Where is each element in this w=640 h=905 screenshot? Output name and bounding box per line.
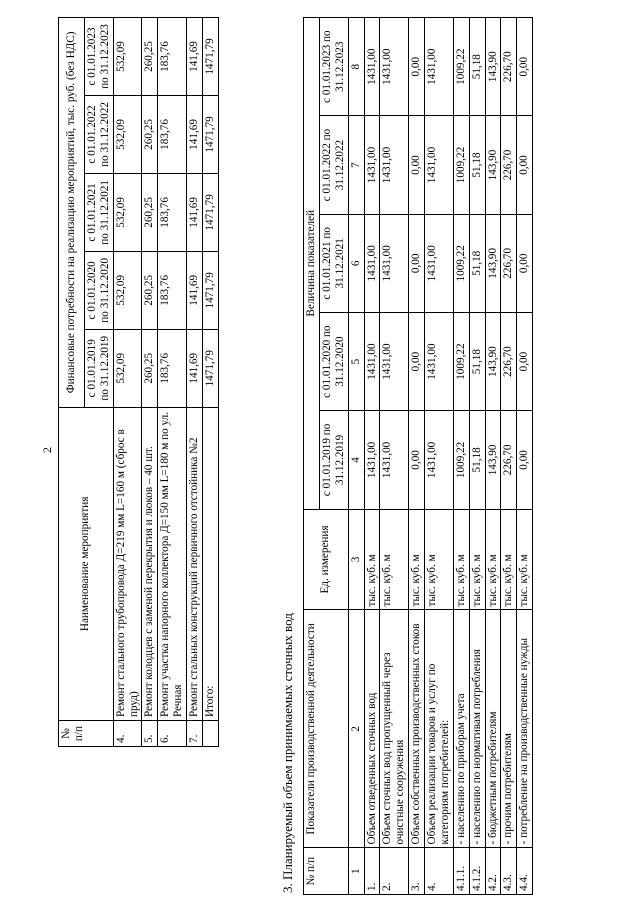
t2-header-indicator: Показатели производственной деятельности (304, 610, 349, 848)
t2-row-num: 4.1.1. (453, 848, 469, 895)
t2-row-value: 1431,00 (364, 214, 380, 312)
t2-row-name: Объем сточных вод пропущенный через очистные сооружения (380, 610, 409, 848)
t2-row-unit: тыс. куб. м (364, 509, 380, 610)
t1-row-value: 141,69 (187, 251, 203, 329)
t2-row-value: 226,70 (501, 411, 517, 509)
t2-row-num: 4.1.2. (469, 848, 485, 895)
t2-row-value: 0,00 (517, 411, 533, 509)
t1-row (158, 18, 187, 747)
t1-row-name: Ремонт стального трубопровода Д=219 мм L=160 м (сброс в пруд) (113, 407, 142, 720)
t1-row-name: Ремонт колодцев с заменой перекрытия и люков – 40 шт. (142, 407, 158, 720)
t1-row-value: 532,09 (113, 173, 142, 251)
t2-row-value: 226,70 (501, 18, 517, 116)
t2-row (485, 18, 501, 895)
t2-row-value: 143,90 (485, 116, 501, 214)
t2-row-value: 1431,00 (364, 18, 380, 116)
t2-row-value: 1009,22 (453, 18, 469, 116)
wastewater-volume-table (303, 17, 533, 895)
t1-row-value: 260,25 (142, 173, 158, 251)
t2-row-value: 51,18 (469, 214, 485, 312)
t1-row-value: 141,69 (187, 95, 203, 173)
t2-header-unit: Ед. измерения (304, 509, 349, 610)
t2-row-value: 1009,22 (453, 411, 469, 509)
t1-row (187, 18, 203, 747)
t1-row-value: 183,76 (158, 329, 187, 407)
t2-row-value: 226,70 (501, 312, 517, 410)
t2-header-values-title: Величина показателей (304, 18, 320, 510)
t2-period-header: с 01.01.2019 по 31.12.2019 (319, 411, 348, 509)
t2-row-name: Объем реализации товаров и услуг по категориям потребителей: (425, 610, 454, 848)
t2-row-value: 226,70 (501, 116, 517, 214)
t2-row-value: 1431,00 (380, 18, 409, 116)
t2-row (409, 18, 425, 895)
t1-total-value: 1471,79 (202, 95, 218, 173)
t2-row-unit: тыс. куб. м (453, 509, 469, 610)
t2-row-value: 1431,00 (425, 116, 454, 214)
t1-row-value: 141,69 (187, 173, 203, 251)
t2-row-value: 0,00 (409, 18, 425, 116)
financial-needs-table (58, 17, 219, 747)
t2-row-value: 0,00 (517, 312, 533, 410)
t2-row (453, 18, 469, 895)
t2-column-number: 1 (348, 848, 364, 895)
t2-column-number: 8 (348, 18, 364, 116)
t1-row-value: 183,76 (158, 251, 187, 329)
t2-column-number: 6 (348, 214, 364, 312)
t1-period-header: с 01.01.2020 по 31.12.2020 (84, 251, 113, 329)
t2-column-number: 4 (348, 411, 364, 509)
t1-row (113, 18, 142, 747)
t1-row-value: 532,09 (113, 329, 142, 407)
t2-row-unit: тыс. куб. м (517, 509, 533, 610)
t2-row-value: 0,00 (409, 214, 425, 312)
t1-row-name: Ремонт стальных конструкций первичного отстойника №2 (187, 407, 203, 720)
t2-row (469, 18, 485, 895)
t2-row-unit: тыс. куб. м (380, 509, 409, 610)
t2-row-value: 0,00 (517, 18, 533, 116)
t2-row-value: 51,18 (469, 116, 485, 214)
t1-row-value: 532,09 (113, 18, 142, 96)
t2-row-value: 226,70 (501, 214, 517, 312)
t2-row-name: - населению по приборам учета (453, 610, 469, 848)
t1-row-value: 260,25 (142, 18, 158, 96)
t2-row-name: Объем отведенных сточных вод (364, 610, 380, 848)
t2-row (380, 18, 409, 895)
t2-row-value: 51,18 (469, 312, 485, 410)
t1-row-value: 183,76 (158, 173, 187, 251)
t1-row-num: 4. (113, 721, 142, 747)
t2-row-value: 143,90 (485, 411, 501, 509)
t2-column-number: 2 (348, 610, 364, 848)
t1-row-value: 532,09 (113, 251, 142, 329)
t2-row-value: 1431,00 (364, 116, 380, 214)
t2-row-value: 143,90 (485, 18, 501, 116)
t2-row (517, 18, 533, 895)
t1-row-value: 260,25 (142, 95, 158, 173)
t2-row (501, 18, 517, 895)
t2-period-header: с 01.01.2023 по 31.12.2023 (319, 18, 348, 116)
t2-row-value: 1431,00 (380, 312, 409, 410)
t2-row-value: 1009,22 (453, 214, 469, 312)
t2-row-unit: тыс. куб. м (409, 509, 425, 610)
t1-period-header: с 01.01.2019 по 31.12.2019 (84, 329, 113, 407)
t1-row-value: 183,76 (158, 18, 187, 96)
t1-period-header: с 01.01.2023 по 31.12.2023 (84, 18, 113, 96)
t1-row-num: 6. (158, 721, 187, 747)
t2-period-header: с 01.01.2021 по 31.12.2021 (319, 214, 348, 312)
t1-row-num: 5. (142, 721, 158, 747)
t2-row-name: - бюджетным потребителям (485, 610, 501, 848)
t2-row-value: 1431,00 (380, 411, 409, 509)
t2-row-unit: тыс. куб. м (469, 509, 485, 610)
t1-row (142, 18, 158, 747)
t2-row-value: 1431,00 (425, 18, 454, 116)
t2-row-name: - населению по нормативам потребления (469, 610, 485, 848)
t2-row-value: 1009,22 (453, 116, 469, 214)
t1-total-value: 1471,79 (202, 18, 218, 96)
t2-row-unit: тыс. куб. м (425, 509, 454, 610)
t2-column-number: 3 (348, 509, 364, 610)
t1-row-value: 260,25 (142, 329, 158, 407)
t2-row-num: 4. (425, 848, 454, 895)
t2-row-num: 4.4. (517, 848, 533, 895)
t2-row-value: 1431,00 (364, 312, 380, 410)
t2-row-value: 143,90 (485, 312, 501, 410)
section-3-title: 3. Планируемый объем принимаемых сточных вод (280, 613, 295, 893)
t2-row-name: - прочим потребителям (501, 610, 517, 848)
t1-row-value: 532,09 (113, 95, 142, 173)
t2-row-num: 3. (409, 848, 425, 895)
page-number: 2 (40, 447, 54, 453)
t1-row-value: 141,69 (187, 18, 203, 96)
t2-period-header: с 01.01.2020 по 31.12.2020 (319, 312, 348, 410)
t1-total-label: Итого: (202, 407, 218, 720)
t1-header-num: № п/п (59, 721, 114, 747)
t2-row-num: 4.2. (485, 848, 501, 895)
t2-row-value: 1431,00 (425, 312, 454, 410)
t1-row-value: 260,25 (142, 251, 158, 329)
t2-period-header: с 01.01.2022 по 31.12.2022 (319, 116, 348, 214)
t2-row-value: 51,18 (469, 18, 485, 116)
t2-row-num: 4.3. (501, 848, 517, 895)
t2-row-value: 1431,00 (380, 116, 409, 214)
t1-row-value: 183,76 (158, 95, 187, 173)
t2-column-number: 7 (348, 116, 364, 214)
t1-row-name: Ремонт участка напорного коллектора Д=150 мм L=180 м по ул. Речная (158, 407, 187, 720)
t1-period-header: с 01.01.2022 по 31.12.2022 (84, 95, 113, 173)
t1-total-value: 1471,79 (202, 329, 218, 407)
t2-row-value: 0,00 (409, 312, 425, 410)
t2-row-num: 2. (380, 848, 409, 895)
t1-header-finance: Финансовые потребности на реализацию мероприятий, тыс. руб. (без НДС) (59, 18, 85, 408)
t2-row-unit: тыс. куб. м (485, 509, 501, 610)
t2-row-value: 1431,00 (364, 411, 380, 509)
t1-row-value: 141,69 (187, 329, 203, 407)
t2-row-value: 0,00 (517, 214, 533, 312)
t2-row-value: 1431,00 (380, 214, 409, 312)
t2-row-num: 1. (364, 848, 380, 895)
t1-total-value: 1471,79 (202, 251, 218, 329)
t2-column-number: 5 (348, 312, 364, 410)
t1-period-header: с 01.01.2021 по 31.12.2021 (84, 173, 113, 251)
t2-row-value: 1009,22 (453, 312, 469, 410)
t2-row-name: - потребление на производственные нужды (517, 610, 533, 848)
t1-row-num: 7. (187, 721, 203, 747)
t1-total-blank (202, 721, 218, 747)
t2-row (425, 18, 454, 895)
t2-row-name: Объем собственных производственных стоков (409, 610, 425, 848)
t2-header-num: № п/п (304, 848, 349, 895)
t2-row-value: 1431,00 (425, 214, 454, 312)
t2-row-value: 0,00 (409, 411, 425, 509)
t2-row-value: 51,18 (469, 411, 485, 509)
t2-row-value: 0,00 (517, 116, 533, 214)
t2-row-unit: тыс. куб. м (501, 509, 517, 610)
t2-row-value: 143,90 (485, 214, 501, 312)
t2-row-value: 0,00 (409, 116, 425, 214)
t2-row (364, 18, 380, 895)
t1-total-value: 1471,79 (202, 173, 218, 251)
t1-total-row (202, 18, 218, 747)
t1-header-name: Наименование мероприятия (59, 407, 114, 720)
t2-row-value: 1431,00 (425, 411, 454, 509)
